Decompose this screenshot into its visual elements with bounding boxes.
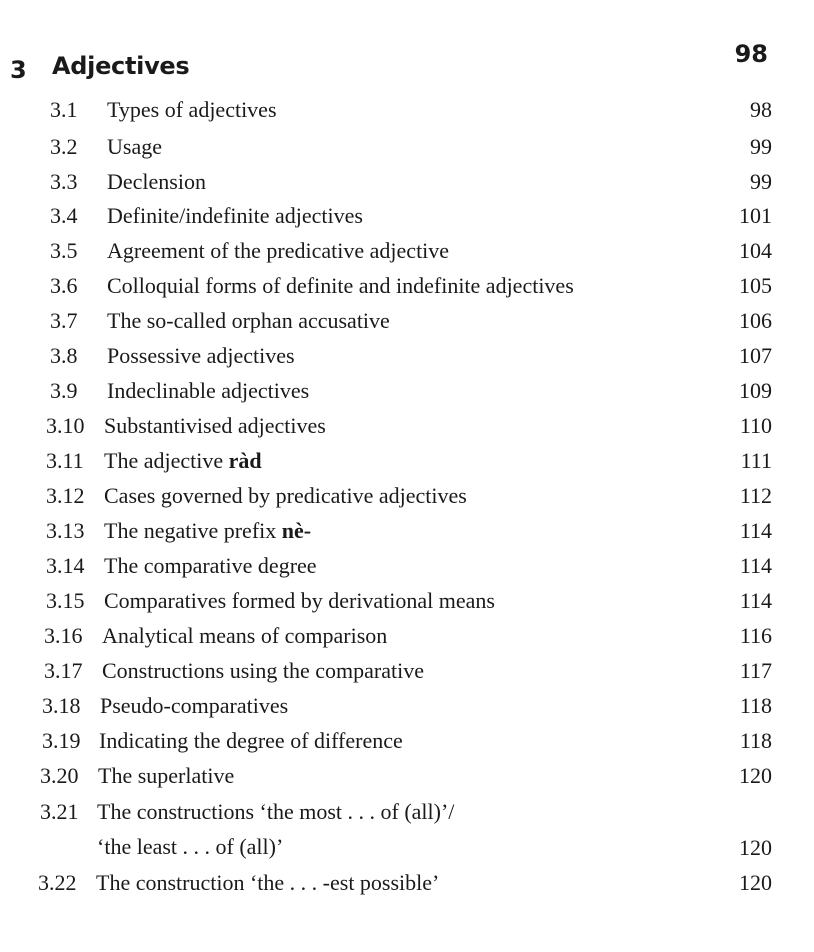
section-page-number: 99 (750, 169, 772, 194)
section-page-number: 120 (739, 763, 772, 788)
section-title: The comparative degree (104, 553, 317, 578)
section-page-number: 101 (739, 203, 772, 228)
section-number: 3.1 (50, 97, 78, 122)
section-page-number: 120 (739, 870, 772, 895)
section-title: The superlative (98, 763, 235, 788)
section-page-number: 107 (739, 343, 772, 368)
chapter-number: 3 (10, 56, 27, 84)
section-page-number: 118 (739, 728, 772, 753)
section-title: Colloquial forms of definite and indefinite adjectives (107, 273, 574, 298)
section-title: The so-called orphan accusative (107, 308, 390, 333)
section-page-number: 116 (739, 623, 772, 648)
section-number: 3.10 (46, 413, 85, 438)
section-number: 3.3 (50, 169, 78, 194)
section-page-number: 109 (739, 378, 772, 403)
section-page-number: 98 (750, 97, 772, 122)
section-page-number: 112 (739, 483, 772, 508)
section-title: Declension (107, 169, 206, 194)
section-number: 3.22 (38, 870, 77, 895)
section-page-number: 117 (739, 658, 772, 683)
section-number: 3.2 (50, 134, 78, 159)
section-title: Usage (107, 134, 162, 159)
chapter-page-number: 98 (734, 40, 768, 68)
section-title: Possessive adjectives (107, 343, 295, 368)
section-number: 3.4 (50, 203, 78, 228)
section-number: 3.12 (46, 483, 85, 508)
section-page-number: 110 (739, 413, 772, 438)
section-number: 3.17 (44, 658, 83, 683)
section-number: 3.19 (42, 728, 81, 753)
section-number: 3.5 (50, 238, 78, 263)
section-title-bold: nè- (281, 518, 312, 543)
section-page-number: 106 (739, 308, 772, 333)
section-title-plain: The negative prefix (104, 518, 282, 543)
section-title (104, 447, 262, 475)
section-page-number: 114 (739, 518, 772, 543)
section-title: The construction ‘the . . . -est possible’ (96, 870, 440, 895)
section-title: Types of adjectives (107, 97, 277, 122)
section-title (104, 517, 311, 545)
section-page-number: 120 (739, 835, 772, 860)
section-number: 3.6 (50, 273, 78, 298)
section-title: Comparatives formed by derivational means (104, 588, 495, 613)
section-number: 3.11 (46, 448, 84, 473)
section-page-number: 99 (750, 134, 772, 159)
section-title: Substantivised adjectives (104, 413, 326, 438)
section-title: Agreement of the predicative adjective (107, 238, 450, 263)
section-page-number: 104 (739, 238, 772, 263)
section-number: 3.8 (50, 343, 78, 368)
section-number: 3.16 (44, 623, 83, 648)
section-number: 3.7 (50, 308, 78, 333)
chapter-title: Adjectives (52, 52, 190, 80)
section-title-plain: The adjective (104, 448, 229, 473)
section-page-number: 114 (739, 588, 772, 613)
section-title: Definite/indefinite adjectives (107, 203, 363, 228)
section-number: 3.9 (50, 378, 78, 403)
section-page-number: 105 (739, 273, 772, 298)
section-title: Constructions using the comparative (102, 658, 424, 683)
section-page-number: 118 (739, 693, 772, 718)
toc-entry (0, 798, 814, 862)
section-title: Indicating the degree of difference (99, 728, 403, 753)
section-title-continuation: ‘the least . . . of (all)’ (97, 834, 284, 859)
section-number: 3.15 (46, 588, 85, 613)
section-number: 3.21 (40, 799, 79, 824)
section-number: 3.14 (46, 553, 85, 578)
section-page-number: 114 (739, 553, 772, 578)
section-title: Pseudo-comparatives (100, 693, 289, 718)
section-title-bold: ràd (228, 448, 262, 473)
section-number: 3.13 (46, 518, 85, 543)
section-title: Analytical means of comparison (102, 623, 388, 648)
section-number: 3.18 (42, 693, 81, 718)
section-title: Cases governed by predicative adjectives (104, 483, 467, 508)
section-page-number: 111 (740, 448, 772, 473)
chapter-heading (10, 40, 770, 88)
section-number: 3.20 (40, 763, 79, 788)
section-title: The constructions ‘the most . . . of (all)’/ (97, 799, 455, 824)
section-title: Indeclinable adjectives (107, 378, 310, 403)
